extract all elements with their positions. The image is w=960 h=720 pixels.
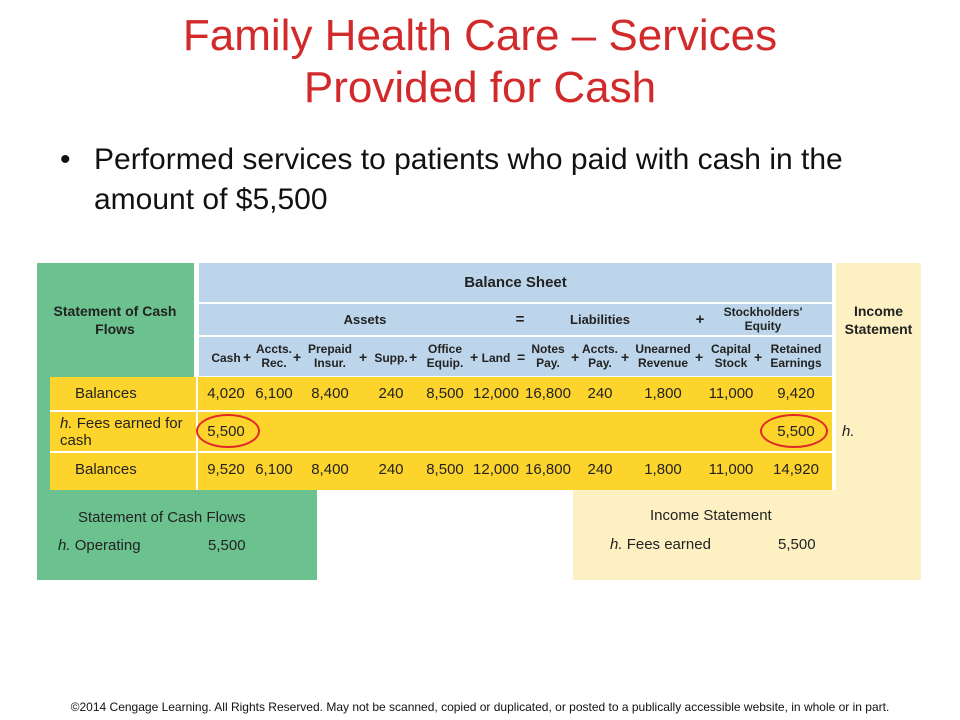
table-cell: 12,000 [473, 461, 519, 478]
column-header: Unearned Revenue [635, 342, 691, 370]
column-header: Land [481, 351, 511, 365]
cf-statement-line [58, 537, 141, 554]
table-cell: 1,800 [644, 461, 682, 478]
highlight-circle-retained-earnings [760, 414, 828, 448]
table-cell: 8,500 [426, 461, 464, 478]
table-cell: 9,520 [207, 461, 245, 478]
title-line-2: Provided for Cash [303, 63, 657, 112]
copyright-footer: ©2014 Cengage Learning. All Rights Reserved. May not be scanned, copied or duplicated, or posted to a publically accessible website, in whole or in part. [70, 700, 890, 714]
row-divider [50, 410, 832, 412]
table-cell: 5,500 [777, 423, 815, 440]
bullet-text: Performed services to patients who paid with cash in the amount of $5,500 [94, 143, 843, 216]
table-cell: 240 [587, 385, 613, 402]
table-cell: 16,800 [525, 461, 571, 478]
cash-flows-header: Statement of Cash Flows [53, 303, 177, 337]
table-cell: 240 [587, 461, 613, 478]
is-label: Fees earned [626, 536, 711, 553]
equals-sign: = [515, 311, 525, 328]
table-cell: 9,420 [777, 385, 815, 402]
table-cell: 11,000 [708, 385, 754, 402]
table-cell: 8,400 [311, 461, 349, 478]
row-divider [50, 451, 832, 453]
column-operator: + [621, 349, 630, 365]
table-cell: 6,100 [255, 385, 293, 402]
slide-title [0, 10, 960, 114]
income-column-bg [836, 263, 921, 490]
row-label-balances: Balances [75, 385, 137, 402]
row-label-fees [60, 415, 190, 449]
income-statement-bg [573, 490, 921, 580]
column-header: Prepaid Insur. [307, 342, 352, 370]
column-operator: + [293, 349, 302, 365]
is-value: 5,500 [778, 536, 816, 553]
table-cell: 240 [378, 385, 404, 402]
column-operator: + [695, 349, 704, 365]
column-header: Office Equip. [426, 342, 464, 370]
column-operator: + [754, 349, 763, 365]
column-operator: + [359, 349, 368, 365]
table-cell: 6,100 [255, 461, 293, 478]
table-cell: 12,000 [473, 385, 519, 402]
column-header: Retained Earnings [770, 342, 822, 370]
table-cell: 1,800 [644, 385, 682, 402]
row-label-balances-ending: Balances [75, 461, 137, 478]
column-operator: + [409, 349, 418, 365]
liabilities-label: Liabilities [570, 312, 630, 327]
assets-label: Assets [343, 312, 387, 327]
table-cell: 11,000 [708, 461, 754, 478]
income-statement-header: Income Statement [844, 303, 913, 337]
row-label-prefix: h. [60, 415, 73, 432]
cf-label: Operating [74, 537, 141, 554]
highlight-circle-cash [196, 414, 260, 448]
column-operator: + [571, 349, 580, 365]
table-cell: 14,920 [773, 461, 819, 478]
bullet-point [60, 140, 880, 220]
is-prefix: h. [610, 536, 623, 553]
equity-label: Stockholders' Equity [723, 305, 803, 333]
is-statement-title: Income Statement [650, 507, 772, 524]
column-header: Cash [211, 351, 241, 365]
header-divider [199, 302, 832, 304]
plus-sign: + [695, 311, 705, 328]
table-cell: 4,020 [207, 385, 245, 402]
column-header: Supp. [374, 351, 408, 365]
cf-prefix: h. [58, 537, 71, 554]
table-cell: 240 [378, 461, 404, 478]
column-header: Notes Pay. [531, 342, 565, 370]
row-label-text: Fees earned for cash [60, 415, 183, 449]
balance-sheet-header: Balance Sheet [464, 274, 567, 291]
bullet-dot: • [60, 143, 71, 176]
table-cell: 8,400 [311, 385, 349, 402]
table-cell: 8,500 [426, 385, 464, 402]
cash-flows-statement-bg [37, 490, 317, 580]
column-operator: + [243, 349, 252, 365]
income-row-ref: h. [842, 423, 855, 440]
header-divider [199, 335, 832, 337]
title-line-1: Family Health Care – Services [182, 11, 778, 60]
column-operator: + [470, 349, 479, 365]
column-header: Capital Stock [710, 342, 751, 370]
cf-value: 5,500 [208, 537, 246, 554]
column-operator: = [517, 349, 526, 365]
is-statement-line [610, 536, 711, 553]
table-cell: 5,500 [207, 423, 245, 440]
column-header: Accts. Pay. [581, 342, 619, 370]
column-header: Accts. Rec. [255, 342, 293, 370]
table-cell: 16,800 [525, 385, 571, 402]
cf-statement-title: Statement of Cash Flows [78, 509, 246, 526]
